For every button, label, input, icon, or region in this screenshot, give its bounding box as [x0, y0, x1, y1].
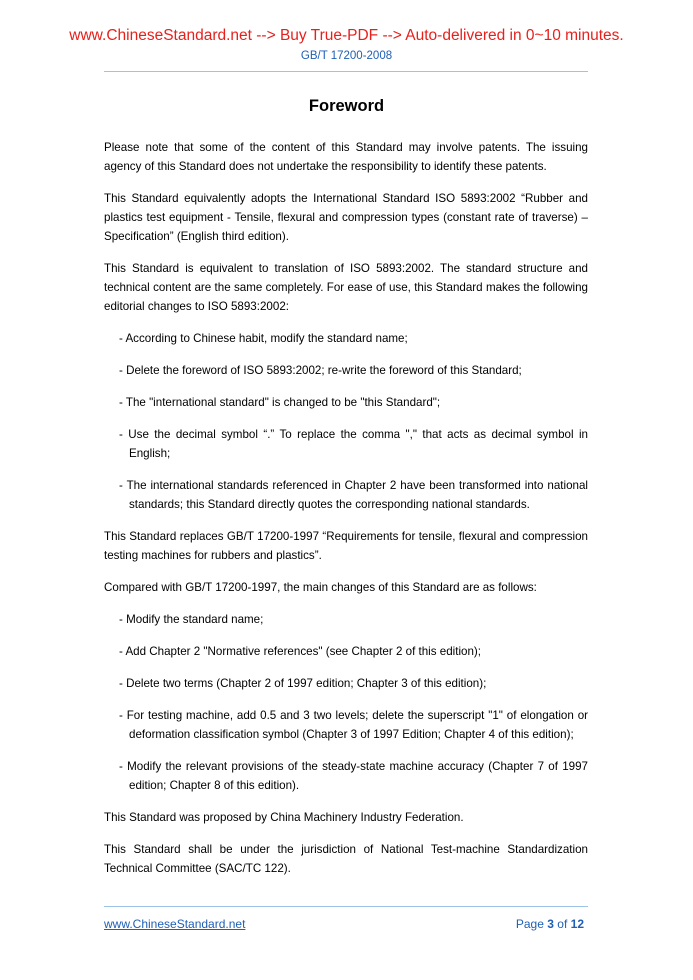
paragraph-proposed: This Standard was proposed by China Machinery Industry Federation.: [104, 811, 464, 824]
list-item: - Modify the relevant provisions of the steady-state machine accuracy (Chapter 7 of 1997 edition; Chapter 8 of this edition).: [119, 760, 588, 792]
list-item: - According to Chinese habit, modify the standard name;: [119, 332, 408, 345]
list-item: - Use the decimal symbol “.” To replace the comma "," that acts as decimal symbol in English;: [119, 428, 588, 460]
paragraph-jurisdiction: This Standard shall be under the jurisdiction of National Test-machine Standardization Technical Committee (SAC/TC 122).: [104, 843, 588, 875]
list-item: - Delete two terms (Chapter 2 of 1997 edition; Chapter 3 of this edition);: [119, 677, 487, 690]
page-current: 3: [547, 917, 554, 931]
footer-site-link[interactable]: www.ChineseStandard.net: [104, 917, 246, 931]
list-item: - Modify the standard name;: [119, 613, 264, 626]
paragraph-patents: Please note that some of the content of this Standard may involve patents. The issuing agency of this Standard does not undertake the responsibility to identify these patents.: [104, 141, 588, 173]
page-label: Page: [515, 917, 544, 931]
header-divider: [104, 71, 588, 72]
page-total: 12: [570, 917, 584, 931]
foreword-body: [104, 138, 588, 891]
list-item: - For testing machine, add 0.5 and 3 two levels; delete the superscript "1" of elongation or deformation classification symbol (Chapter 3 of 1997 Edition; Chapter 4 of this edition);: [119, 709, 588, 741]
page-title: Foreword: [308, 97, 385, 115]
list-item: - Delete the foreword of ISO 5893:2002; re-write the foreword of this Standard;: [119, 364, 522, 377]
paragraph-equivalence: This Standard is equivalent to translation of ISO 5893:2002. The standard structure and technical content are the same completely. For ease of use, this Standard makes the following editorial changes to ISO 5893:2002:: [104, 262, 588, 313]
paragraph-replaces: This Standard replaces GB/T 17200-1997 “Requirements for tensile, flexural and compression testing machines for rubbers and plastics”.: [104, 530, 588, 562]
page-of: of: [557, 917, 568, 931]
purchase-banner[interactable]: www.ChineseStandard.net --> Buy True-PDF --> Auto-delivered in 0~10 minutes.: [69, 27, 624, 44]
page-number: [440, 917, 584, 931]
paragraph-changes-intro: Compared with GB/T 17200-1997, the main changes of this Standard are as follows:: [104, 581, 537, 594]
paragraph-adoption: This Standard equivalently adopts the International Standard ISO 5893:2002 “Rubber and plastics test equipment - Tensile, flexural and compression types (constant rate of traverse) – Specification” (English third edition).: [104, 192, 588, 243]
list-item: - The international standards referenced in Chapter 2 have been transformed into national standards; this Standard directly quotes the corresponding national standards.: [119, 479, 588, 511]
list-item: - The "international standard" is changed to be "this Standard";: [119, 396, 441, 409]
footer-divider: [104, 906, 588, 907]
list-item: - Add Chapter 2 "Normative references" (see Chapter 2 of this edition);: [119, 645, 482, 658]
standard-code: GB/T 17200-2008: [300, 50, 393, 62]
